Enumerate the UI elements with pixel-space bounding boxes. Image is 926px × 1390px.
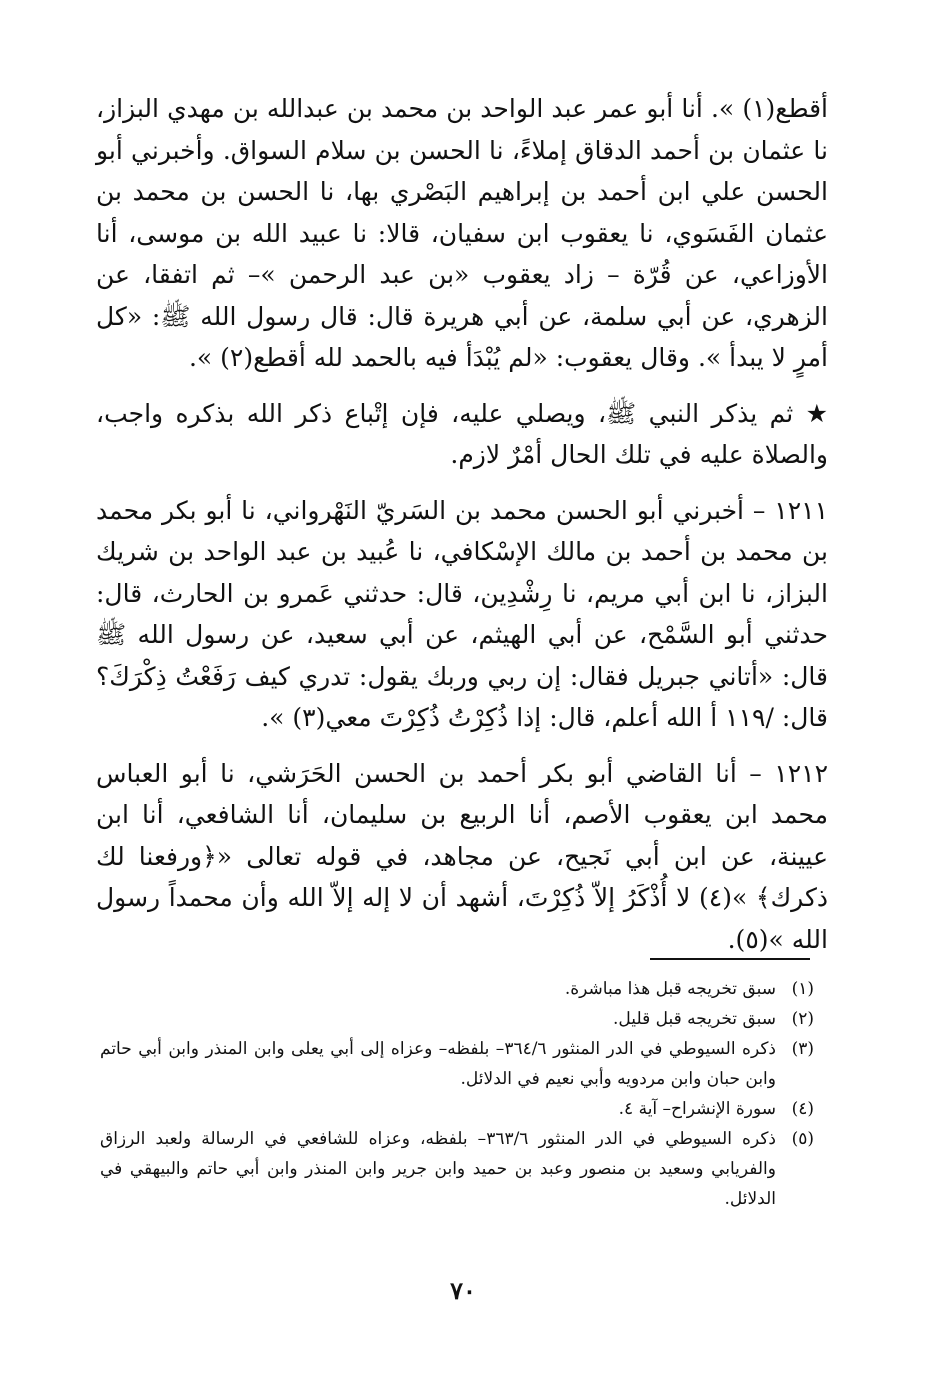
footnote-number: (٥) xyxy=(791,1129,814,1149)
paragraph-hadith-1211: ١٢١١ – أخبرني أبو الحسن محمد بن السَريّ النَهْرواني، نا أبو بكر محمد بن محمد بن أحمد بن مالك الإسْكافي، نا عُبيد بن عبد الواحد بن شريك البزاز، نا ابن أبي مريم، نا رِشْدِين، قال: حدثني عَمرو بن الحارث، قال: حدثني أبو السَّمْح، عن أبي الهيثم، عن أبي سعيد، عن رسول الله ﷺ قال: «أتاني جبريل فقال: إن ربي وربك يقول: تدري كيف رَفَعْتُ ذِكْرَكَ؟ قال: /١١٩ أ الله أعلم، قال: إذا ذُكِرْتُ ذُكِرْتَ معي(٣) ». xyxy=(96,495,828,732)
footnotes xyxy=(100,974,814,1214)
paragraph-hadith-1212: ١٢١٢ – أنا القاضي أبو بكر أحمد بن الحسن الحَرَشي، نا أبو العباس محمد ابن يعقوب الأصم، أنا الربيع بن سليمان، أنا الشافعي، أنا ابن عيينة، عن ابن أبي نَجيح، عن مجاهد، في قوله تعالى «﴿ورفعنا لك ذكرك﴾ »(٤) لا أُذْكَرُ إلاّ ذُكِرْتَ، أشهد أن لا إله إلاّ الله وأن محمداً رسول الله »(٥). xyxy=(96,758,829,954)
footnote-number: (١) xyxy=(791,979,814,999)
footnote-text: سبق تخريجه قبل هذا مباشرة. xyxy=(564,979,776,999)
footnote-separator xyxy=(650,958,810,960)
footnote-number: (٢) xyxy=(791,1009,814,1029)
paragraph-continuation: أقطع(١) ». أنا أبو عمر عبد الواحد بن محمد بن عبدالله بن مهدي البزاز، نا عثمان بن أحمد الدقاق إملاءً، نا الحسن بن سلام السواق. وأخبرني أبو الحسن علي ابن أحمد بن إبراهيم البَصْري بها، نا الحسن بن محمد بن عثمان الفَسَوي، نا يعقوب ابن سفيان، قالا: نا عبيد الله بن موسى، أنا الأوزاعي، عن قُرّة – زاد يعقوب «بن عبد الرحمن »– ثم اتفقا، عن الزهري، عن أبي سلمة، عن أبي هريرة قال: قال رسول الله ﷺ: «كل أمرٍ لا يبدأ ». وقال يعقوب: «لم يُبْدَأ فيه بالحمد لله أقطع(٢) ». xyxy=(96,94,828,372)
footnote-text: سورة الإنشراح– آية ٤. xyxy=(618,1099,776,1119)
footnote xyxy=(100,1004,814,1034)
page-number: ٧٠ xyxy=(450,1276,476,1305)
footnote-text: سبق تخريجه قبل قليل. xyxy=(613,1009,776,1029)
footnote xyxy=(100,974,814,1004)
footnote xyxy=(100,1124,814,1214)
main-text xyxy=(96,88,828,960)
footnote xyxy=(100,1034,814,1094)
footnote-text: ذكره السيوطي في الدر المنثور ٣٦٣/٦– بلفظه، وعزاه للشافعي في الرسالة ولعبد الرزاق والفريابي وسعيد بن منصور وعبد بن حميد وابن جرير وابن المنذر وابن أبي حاتم والبيهقي في الدلائل. xyxy=(100,1129,776,1209)
footnote-number: (٣) xyxy=(791,1039,814,1059)
footnote-text: ذكره السيوطي في الدر المنثور ٣٦٤/٦– بلفظه– وعزاه إلى أبي يعلى وابن المنذر وابن أبي حاتم وابن حبان وابن مردويه وأبي نعيم في الدلائل. xyxy=(100,1039,776,1089)
footnote-number: (٤) xyxy=(791,1099,814,1119)
paragraph-note: ★ ثم يذكر النبي ﷺ، ويصلي عليه، فإن إتْباع ذكر الله بذكره واجب، والصلاة عليه في تلك الحال أمْرٌ لازم. xyxy=(96,398,828,469)
footnote xyxy=(100,1094,814,1124)
